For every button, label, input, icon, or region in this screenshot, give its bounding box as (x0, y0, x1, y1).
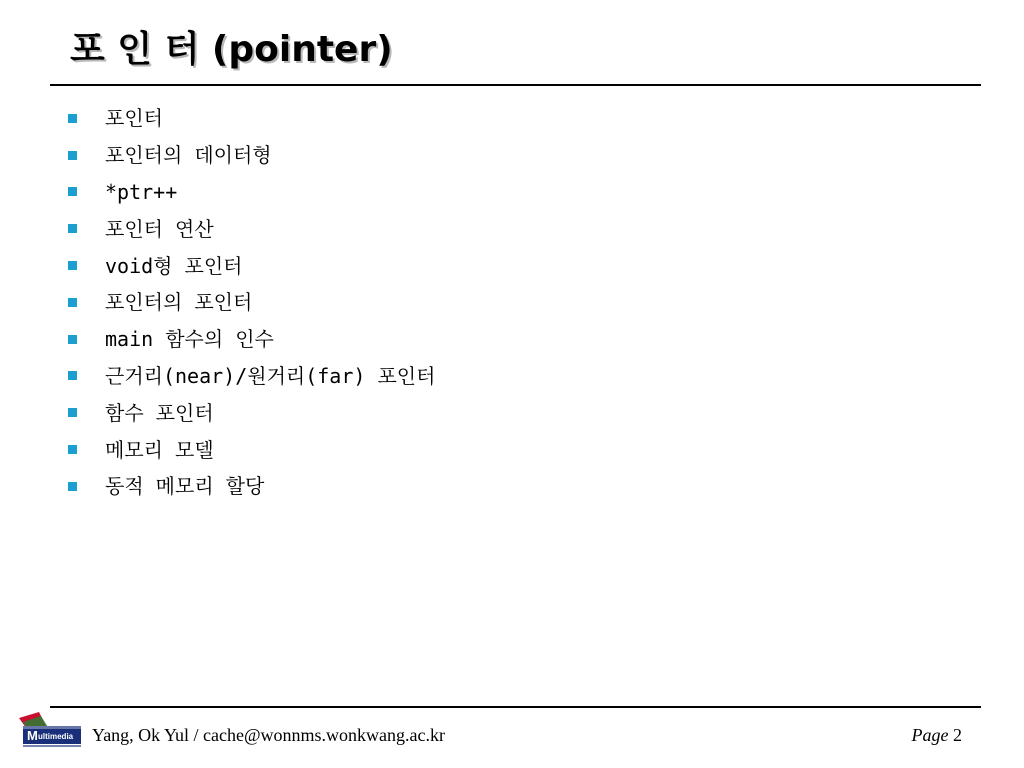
multimedia-logo-icon (17, 710, 83, 750)
bullet-text: 메모리 모델 (105, 437, 214, 462)
list-item (68, 247, 435, 284)
list-item (68, 394, 435, 431)
square-bullet-icon (68, 445, 77, 454)
footer-author: Yang, Ok Yul / cache@wonnms.wonkwang.ac.kr (92, 725, 446, 745)
list-item (68, 431, 435, 468)
bullet-text: *ptr++ (105, 179, 178, 204)
square-bullet-icon (68, 335, 77, 344)
square-bullet-icon (68, 187, 77, 196)
page-number (912, 724, 962, 746)
bullet-text: 포인터의 데이터형 (105, 143, 272, 168)
square-bullet-icon (68, 371, 77, 380)
title-divider (50, 84, 981, 86)
slide-title: 포 인 터 (pointer) (70, 29, 393, 70)
bullet-text: void형 포인터 (105, 253, 243, 278)
list-item (68, 284, 435, 321)
bullet-text: 근거리(near)/원거리(far) 포인터 (105, 363, 436, 388)
list-item (68, 210, 435, 247)
list-item (68, 468, 435, 505)
square-bullet-icon (68, 114, 77, 123)
bullet-text: main 함수의 인수 (105, 327, 274, 352)
bullet-text: 포인터 (105, 106, 163, 131)
bullet-text: 포인터 연산 (105, 216, 214, 241)
svg-text:M: M (27, 728, 38, 743)
list-item (68, 174, 435, 211)
list-item (68, 100, 435, 137)
square-bullet-icon (68, 151, 77, 160)
page-label: Page (911, 725, 949, 745)
page-number-value: 2 (953, 725, 962, 745)
bullet-list (68, 100, 435, 505)
square-bullet-icon (68, 298, 77, 307)
square-bullet-icon (68, 408, 77, 417)
bullet-text: 포인터의 포인터 (105, 290, 253, 315)
bullet-text: 동적 메모리 할당 (105, 474, 265, 499)
footer-divider (50, 706, 981, 708)
bullet-text: 함수 포인터 (105, 400, 214, 425)
list-item (68, 137, 435, 174)
list-item (68, 321, 435, 358)
square-bullet-icon (68, 261, 77, 270)
list-item (68, 358, 435, 395)
square-bullet-icon (68, 482, 77, 491)
square-bullet-icon (68, 224, 77, 233)
svg-text:ultimedia: ultimedia (38, 732, 74, 741)
